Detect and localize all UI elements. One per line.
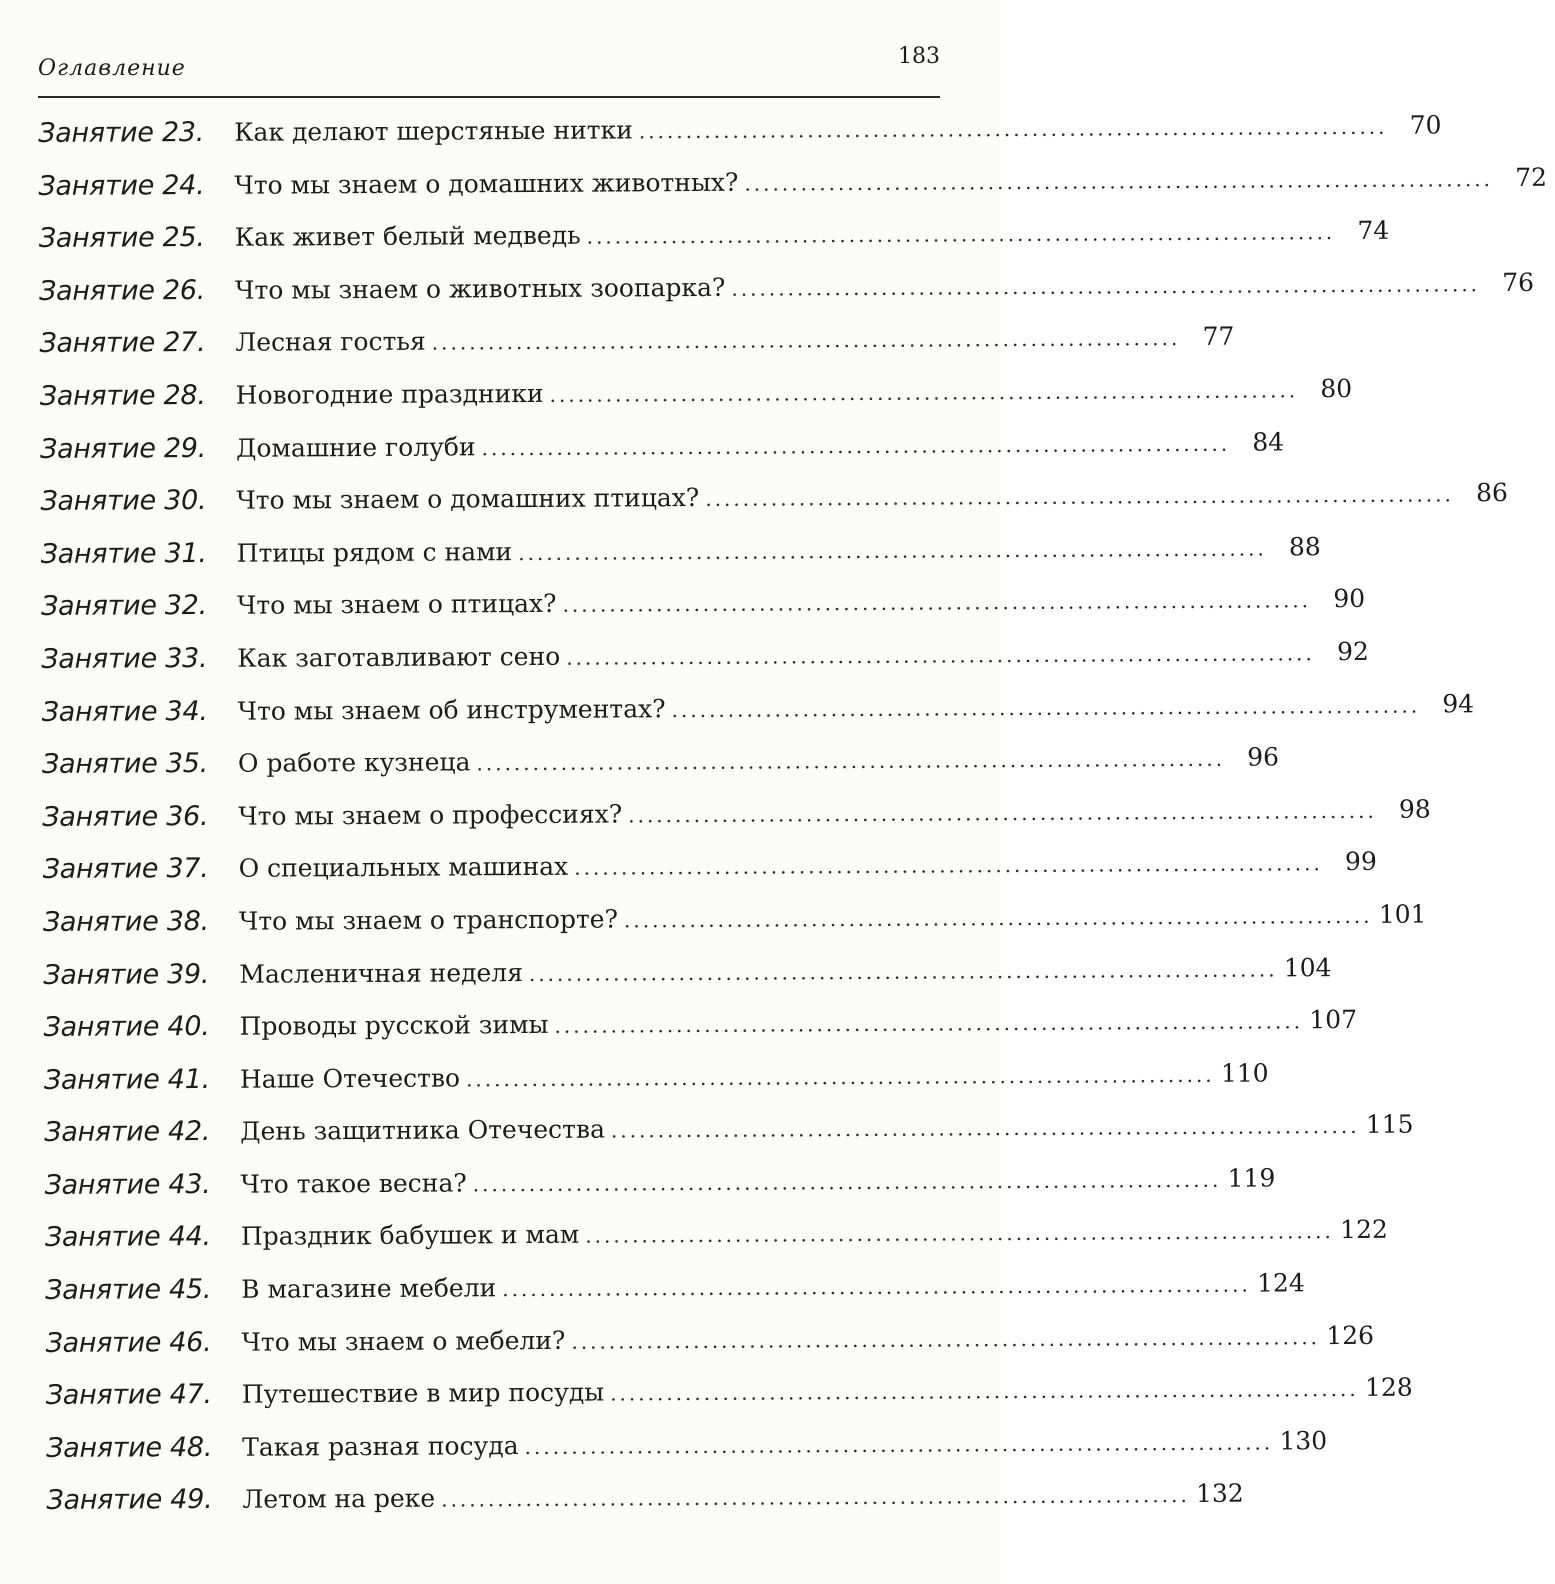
lesson-page-number: 128	[1364, 1372, 1413, 1403]
toc-entry	[43, 944, 1332, 1002]
lesson-title: Праздник бабушек и мам	[240, 1220, 580, 1252]
lesson-title: Масленичная неделя	[239, 957, 524, 989]
dot-leader: ................................................................................	[638, 114, 1388, 144]
lesson-page-number: 124	[1257, 1268, 1305, 1298]
lesson-title: Что такое весна?	[240, 1168, 467, 1199]
toc-entry	[45, 1365, 1413, 1423]
lesson-label: Занятие 36.	[42, 800, 209, 833]
lesson-title: Птицы рядом с нами	[236, 536, 513, 568]
lesson-page-number: 96	[1247, 742, 1280, 772]
dot-leader: ................................................................................	[518, 536, 1267, 565]
lesson-label: Занятие 38.	[42, 905, 209, 938]
dot-leader: ................................................................................	[476, 746, 1226, 776]
dot-leader: ................................................................................	[571, 1324, 1321, 1354]
lesson-label: Занятие 30.	[40, 485, 207, 518]
toc-entry	[45, 1259, 1305, 1317]
toc-entry	[38, 208, 1390, 266]
lesson-title: О работе кузнеца	[237, 747, 471, 778]
lesson-page-number: 90	[1333, 584, 1366, 614]
lesson-title: Новогодние праздники	[235, 378, 544, 410]
dot-leader: ................................................................................	[586, 220, 1336, 249]
table-of-contents	[38, 102, 1548, 1528]
dot-leader: ................................................................................	[610, 1114, 1360, 1143]
dot-leader: ................................................................................	[731, 271, 1481, 301]
lesson-title: Что мы знаем о птицах?	[236, 589, 557, 621]
lesson-title: Как делают шерстяные нитки	[234, 115, 633, 147]
header-title: Оглавление	[38, 56, 186, 81]
lesson-title: Как заготавливают сено	[237, 641, 561, 673]
toc-entry	[44, 1154, 1276, 1212]
lesson-label: Занятие 40.	[43, 1011, 210, 1044]
lesson-title: Как живет белый медведь	[234, 220, 581, 252]
dot-leader: ................................................................................	[623, 903, 1373, 933]
dot-leader: ................................................................................	[502, 1272, 1251, 1302]
lesson-page-number: 84	[1252, 426, 1285, 457]
toc-entry	[40, 471, 1508, 529]
toc-entry	[41, 733, 1280, 791]
toc-entry	[38, 155, 1548, 213]
toc-entry	[39, 313, 1235, 371]
running-header	[38, 40, 940, 98]
lesson-page-number: 107	[1309, 1005, 1358, 1035]
toc-entry	[46, 1417, 1328, 1475]
lesson-label: Занятие 25.	[38, 222, 205, 255]
page-number: 183	[898, 44, 940, 69]
lesson-label: Занятие 42.	[44, 1116, 211, 1149]
toc-entry	[38, 102, 1442, 160]
toc-entry	[39, 260, 1535, 318]
dot-leader: ................................................................................	[610, 1377, 1359, 1406]
lesson-label: Занятие 23.	[38, 116, 205, 149]
lesson-label: Занятие 31.	[40, 537, 207, 570]
dot-leader: ................................................................................	[472, 1167, 1222, 1197]
lesson-label: Занятие 26.	[39, 274, 206, 307]
lesson-label: Занятие 28.	[39, 379, 206, 412]
toc-entry	[41, 681, 1475, 739]
lesson-page-number: 132	[1195, 1479, 1244, 1509]
lesson-page-number: 76	[1502, 267, 1535, 297]
toc-entry	[43, 996, 1358, 1054]
toc-entry	[43, 1049, 1269, 1107]
lesson-title: Летом на реке	[242, 1484, 436, 1515]
lesson-title: Что мы знаем о профессиях?	[238, 799, 623, 831]
lesson-page-number: 86	[1475, 478, 1508, 508]
lesson-page-number: 130	[1279, 1425, 1328, 1456]
lesson-page-number: 115	[1365, 1109, 1414, 1140]
lesson-title: Путешествие в мир посуды	[241, 1377, 605, 1410]
lesson-page-number: 98	[1398, 794, 1431, 824]
lesson-page-number: 70	[1409, 110, 1442, 140]
lesson-page-number: 77	[1202, 322, 1235, 352]
lesson-label: Занятие 48.	[46, 1431, 213, 1464]
toc-entry	[41, 628, 1369, 686]
lesson-label: Занятие 29.	[39, 432, 207, 465]
lesson-page-number: 88	[1288, 531, 1321, 562]
lesson-page-number: 94	[1442, 688, 1475, 718]
toc-entry	[40, 576, 1366, 634]
dot-leader: ................................................................................	[481, 431, 1231, 460]
lesson-title: Что мы знаем о транспорте?	[238, 904, 619, 936]
lesson-title: День защитника Отечества	[240, 1114, 606, 1147]
dot-leader: ................................................................................	[528, 956, 1278, 986]
lesson-page-number: 119	[1227, 1163, 1276, 1193]
lesson-label: Занятие 33.	[41, 642, 208, 675]
dot-leader: ................................................................................	[562, 588, 1312, 618]
toc-entry	[42, 891, 1427, 949]
lesson-page-number: 74	[1357, 215, 1390, 246]
dot-leader: ................................................................................	[671, 693, 1421, 722]
dot-leader: ................................................................................	[431, 326, 1181, 355]
lesson-label: Занятие 43.	[44, 1168, 211, 1201]
toc-entry	[42, 786, 1431, 844]
lesson-title: Что мы знаем об инструментах?	[237, 693, 666, 726]
lesson-label: Занятие 41.	[43, 1063, 210, 1096]
lesson-title: Проводы русской зимы	[239, 1009, 549, 1041]
lesson-title: Домашние голуби	[235, 431, 476, 463]
toc-entry	[44, 1207, 1388, 1265]
lesson-label: Занятие 45.	[45, 1274, 212, 1307]
lesson-page-number: 126	[1326, 1320, 1375, 1350]
lesson-page-number: 99	[1344, 847, 1377, 877]
toc-entry	[39, 365, 1353, 423]
toc-entry	[44, 1102, 1414, 1160]
toc-entry	[42, 839, 1377, 897]
toc-entry	[46, 1470, 1244, 1528]
dot-leader: ................................................................................	[549, 378, 1299, 407]
lesson-page-number: 92	[1336, 636, 1369, 667]
lesson-title: Такая разная посуда	[242, 1430, 519, 1462]
dot-leader: ................................................................................	[524, 1430, 1274, 1459]
lesson-page-number: 104	[1283, 952, 1332, 982]
lesson-label: Занятие 32.	[40, 590, 207, 623]
lesson-label: Занятие 44.	[44, 1221, 211, 1254]
dot-leader: ................................................................................	[585, 1219, 1334, 1249]
toc-entry	[40, 523, 1321, 581]
toc-entry	[45, 1312, 1375, 1370]
lesson-title: Что мы знаем о мебели?	[241, 1325, 566, 1357]
dot-leader: ................................................................................	[744, 166, 1494, 196]
dot-leader: ................................................................................	[574, 851, 1323, 881]
lesson-label: Занятие 49.	[46, 1484, 213, 1517]
lesson-title: Что мы знаем о животных зоопарка?	[235, 272, 726, 305]
lesson-title: О специальных машинах	[238, 852, 569, 884]
lesson-label: Занятие 35.	[41, 748, 208, 781]
lesson-title: Что мы знаем о домашних птицах?	[236, 483, 700, 515]
lesson-label: Занятие 34.	[41, 695, 208, 728]
dot-leader: ................................................................................	[628, 798, 1377, 828]
lesson-page-number: 101	[1378, 899, 1427, 929]
lesson-title: Что мы знаем о домашних животных?	[234, 167, 739, 200]
lesson-label: Занятие 47.	[45, 1379, 212, 1412]
lesson-title: Лесная гостья	[235, 327, 426, 358]
dot-leader: ................................................................................	[705, 482, 1454, 512]
dot-leader: ................................................................................	[566, 641, 1315, 670]
lesson-label: Занятие 39.	[43, 958, 210, 991]
lesson-label: Занятие 27.	[39, 327, 206, 360]
dot-leader: ................................................................................	[441, 1483, 1190, 1513]
lesson-label: Занятие 46.	[45, 1326, 212, 1359]
lesson-page-number: 122	[1340, 1215, 1388, 1245]
lesson-title: Наше Отечество	[239, 1063, 461, 1094]
lesson-label: Занятие 24.	[38, 169, 205, 202]
dot-leader: ................................................................................	[554, 1009, 1304, 1038]
lesson-page-number: 72	[1515, 162, 1548, 192]
toc-entry	[39, 418, 1285, 476]
lesson-page-number: 80	[1320, 373, 1353, 404]
lesson-page-number: 110	[1220, 1058, 1269, 1088]
lesson-title: В магазине мебели	[241, 1273, 497, 1304]
dot-leader: ................................................................................	[465, 1062, 1215, 1092]
lesson-label: Занятие 37.	[42, 853, 209, 886]
